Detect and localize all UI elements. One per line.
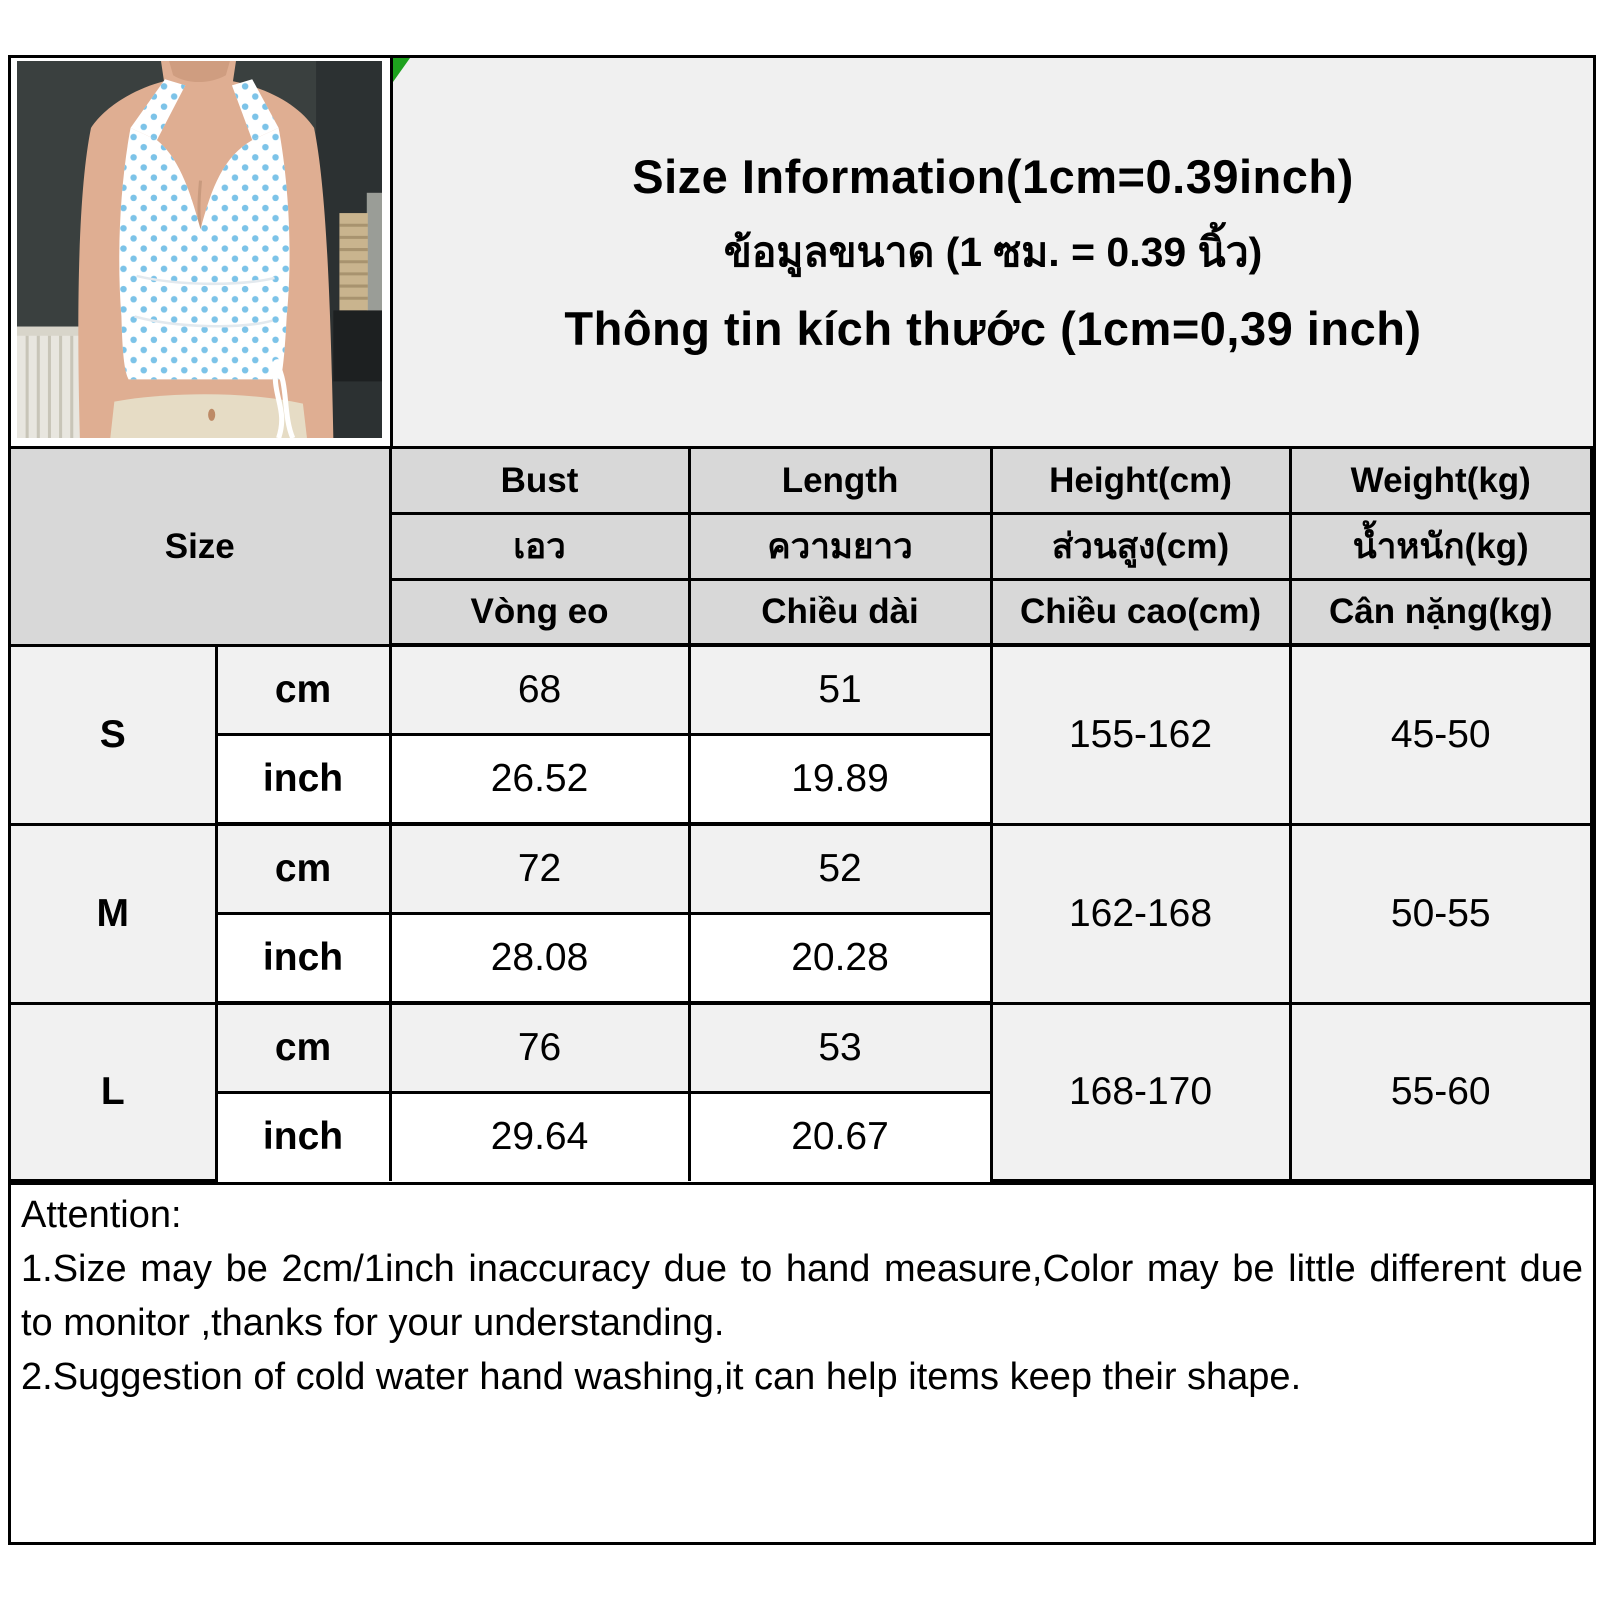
product-photo-illustration [17,61,382,438]
cell-l-weight: 55-60 [1290,1003,1591,1180]
header-height-en: Height(cm) [991,449,1290,513]
header-bust-en: Bust [390,449,689,513]
cell-m-bust-inch: 28.08 [390,914,689,1004]
row-m-cm [11,824,1592,914]
header-weight-vi: Cân nặng(kg) [1290,579,1591,645]
cell-l-length-inch: 20.67 [689,1093,991,1181]
cell-s-bust-cm: 68 [390,645,689,735]
header-height-vi: Chiều cao(cm) [991,579,1290,645]
attention-notes [8,1182,1596,1545]
title-english: Size Information(1cm=0.39inch) [632,149,1354,203]
cell-s-height: 155-162 [991,645,1290,824]
header-bust-th: เอว [390,513,689,579]
size-table [11,449,1593,1182]
cell-m-length-inch: 20.28 [689,914,991,1004]
cell-m-length-cm: 52 [689,824,991,914]
header-length-vi: Chiều dài [689,579,991,645]
size-column-header: Size [11,449,390,645]
row-l-cm [11,1003,1592,1093]
cell-s-weight: 45-50 [1290,645,1591,824]
product-photo [11,58,393,446]
cell-l-length-cm: 53 [689,1003,991,1093]
unit-inch-l: inch [216,1093,390,1181]
header-height-th: ส่วนสูง(cm) [991,513,1290,579]
header-row-english [11,449,1592,513]
attention-note-2: 2.Suggestion of cold water hand washing,it can help items keep their shape. [21,1355,1302,1398]
unit-cm-m: cm [216,824,390,914]
size-s-label: S [11,645,216,824]
unit-cm-s: cm [216,645,390,735]
size-chart-frame [8,55,1596,1185]
attention-heading: Attention: [21,1194,182,1236]
row-s-cm [11,645,1592,735]
unit-inch-s: inch [216,735,390,825]
cell-m-bust-cm: 72 [390,824,689,914]
cell-l-bust-inch: 29.64 [390,1093,689,1181]
attention-note-1: 1.Size may be 2cm/1inch inaccuracy due to hand measure,Color may be little different due to monitor ,thanks for your understanding. [21,1247,1583,1344]
cell-l-bust-cm: 76 [390,1003,689,1093]
header-length-th: ความยาว [689,513,991,579]
title-thai: ข้อมูลขนาด (1 ซม. = 0.39 นิ้ว) [723,228,1263,275]
size-l-label: L [11,1003,216,1180]
cell-s-length-inch: 19.89 [689,735,991,825]
cell-m-weight: 50-55 [1290,824,1591,1003]
unit-cm-l: cm [216,1003,390,1093]
header-bust-vi: Vòng eo [390,579,689,645]
cell-m-height: 162-168 [991,824,1290,1003]
unit-inch-m: inch [216,914,390,1004]
header-weight-en: Weight(kg) [1290,449,1591,513]
cell-s-bust-inch: 26.52 [390,735,689,825]
green-corner-triangle-icon [393,58,410,82]
header-weight-th: น้ำหนัก(kg) [1290,513,1591,579]
title-vietnamese: Thông tin kích thước (1cm=0,39 inch) [564,301,1422,355]
header-length-en: Length [689,449,991,513]
top-band [11,58,1593,449]
size-info-header [393,58,1593,446]
cell-s-length-cm: 51 [689,645,991,735]
cell-l-height: 168-170 [991,1003,1290,1180]
size-m-label: M [11,824,216,1003]
